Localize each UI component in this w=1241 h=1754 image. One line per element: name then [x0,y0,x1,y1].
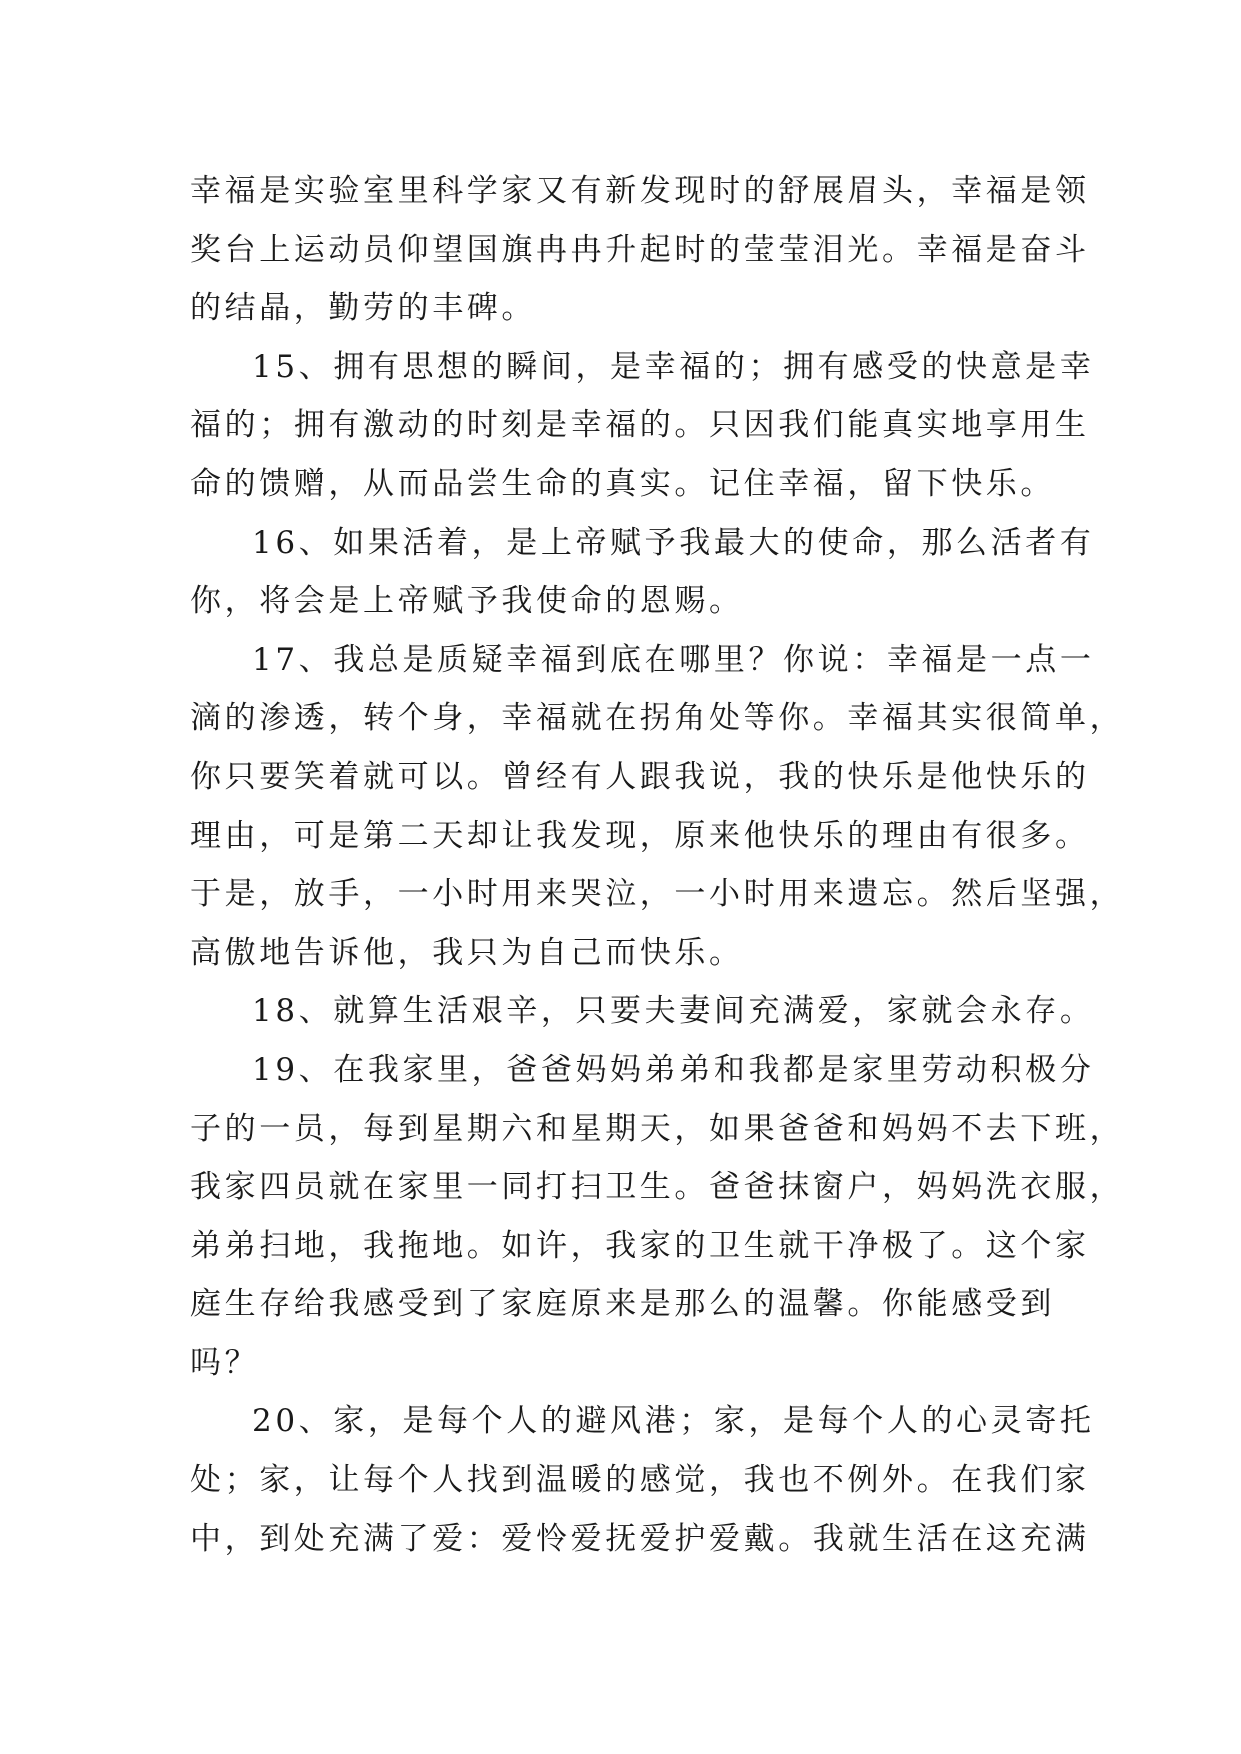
text-line: 处；家，让每个人找到温暖的感觉，我也不例外。在我们家 [190,1462,1090,1499]
text-line: 吗？ [190,1344,260,1381]
text-line: 的结晶，勤劳的丰碑。 [190,290,536,327]
text-line: 我家四员就在家里一同打扫卫生。爸爸抹窗户，妈妈洗衣服， [190,1169,1125,1206]
text-line: 于是，放手，一小时用来哭泣，一小时用来遗忘。然后坚强， [190,876,1125,913]
text-line: 子的一员，每到星期六和星期天，如果爸爸和妈妈不去下班， [190,1110,1125,1147]
text-line: 高傲地告诉他，我只为自己而快乐。 [190,934,744,971]
text-line: 滴的渗透，转个身，幸福就在拐角处等你。幸福其实很简单， [190,700,1125,737]
text-line: 中，到处充满了爱：爱怜爱抚爱护爱戴。我就生活在这充满 [190,1520,1090,1557]
paragraph-start-line: 20、家，是每个人的避风港；家，是每个人的心灵寄托 [252,1403,1095,1440]
text-line: 弟弟扫地，我拖地。如许，我家的卫生就干净极了。这个家 [190,1227,1090,1264]
paragraph-start-line: 16、如果活着，是上帝赋予我最大的使命，那么活者有 [252,524,1095,561]
document-body [190,162,1125,1568]
text-line: 你只要笑着就可以。曾经有人跟我说，我的快乐是他快乐的 [190,758,1090,795]
text-line: 你，将会是上帝赋予我使命的恩赐。 [190,583,744,620]
text-line: 奖台上运动员仰望国旗冉冉升起时的莹莹泪光。幸福是奋斗 [190,231,1090,268]
text-line: 庭生存给我感受到了家庭原来是那么的温馨。你能感受到 [190,1286,1055,1323]
text-line: 命的馈赠，从而品尝生命的真实。记住幸福，留下快乐。 [190,465,1055,502]
text-line: 福的；拥有激动的时刻是幸福的。只因我们能真实地享用生 [190,407,1090,444]
text-line: 幸福是实验室里科学家又有新发现时的舒展眉头，幸福是领 [190,173,1090,209]
paragraph-start-line: 15、拥有思想的瞬间，是幸福的；拥有感受的快意是幸 [252,348,1095,385]
paragraph-start-line: 19、在我家里，爸爸妈妈弟弟和我都是家里劳动积极分 [252,1051,1095,1088]
paragraph-start-line: 18、就算生活艰辛，只要夫妻间充满爱，家就会永存。 [252,993,1095,1030]
text-line: 理由，可是第二天却让我发现，原来他快乐的理由有很多。 [190,817,1090,854]
paragraph-start-line: 17、我总是质疑幸福到底在哪里？你说：幸福是一点一 [252,641,1095,678]
